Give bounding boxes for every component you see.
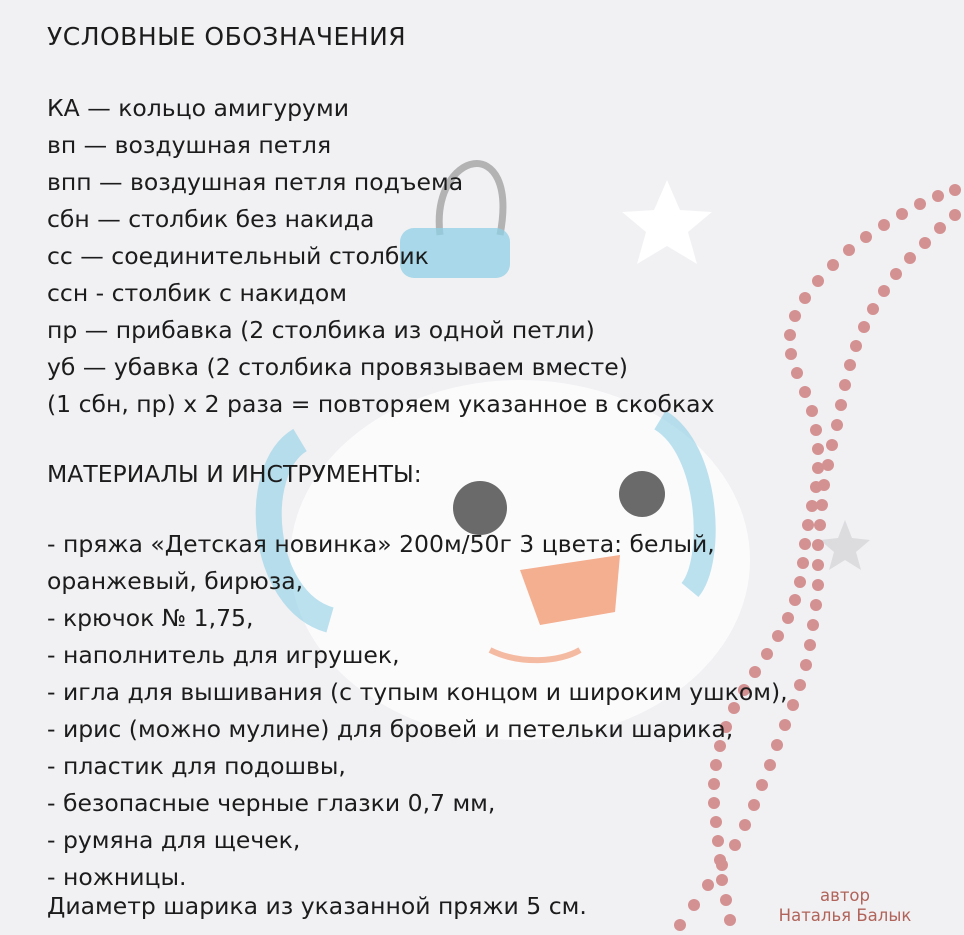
materials-item: - игла для вышивания (с тупым концом и широким ушком), <box>47 678 788 706</box>
legend-item: ссн - столбик с накидом <box>47 279 348 307</box>
author-credit <box>760 886 930 926</box>
materials-item: оранжевый, бирюза, <box>47 567 304 595</box>
legend-title: УСЛОВНЫЕ ОБОЗНАЧЕНИЯ <box>47 22 407 51</box>
legend-item: сбн — столбик без накида <box>47 205 375 233</box>
legend-item: уб — убавка (2 столбика провязываем вместе) <box>47 353 628 381</box>
legend-item: сс — соединительный столбик <box>47 242 429 270</box>
materials-item: - наполнитель для игрушек, <box>47 641 400 669</box>
legend-item: вп — воздушная петля <box>47 131 332 159</box>
materials-item: - пластик для подошвы, <box>47 752 346 780</box>
materials-item: - крючок № 1,75, <box>47 604 254 632</box>
diameter-note: Диаметр шарика из указанной пряжи 5 см. <box>47 892 587 920</box>
author-name: Наталья Балык <box>778 906 912 925</box>
materials-item: - пряжа «Детская новинка» 200м/50г 3 цвета: белый, <box>47 530 715 558</box>
materials-item: - румяна для щечек, <box>47 826 301 854</box>
materials-item: - ирис (можно мулине) для бровей и петельки шарика, <box>47 715 734 743</box>
legend-item: впп — воздушная петля подъема <box>47 168 464 196</box>
materials-item: - безопасные черные глазки 0,7 мм, <box>47 789 496 817</box>
legend-item: КА — кольцо амигуруми <box>47 94 349 122</box>
materials-title: МАТЕРИАЛЫ И ИНСТРУМЕНТЫ: <box>47 460 422 488</box>
legend-item: пр — прибавка (2 столбика из одной петли) <box>47 316 595 344</box>
legend-item: (1 сбн, пр) х 2 раза = повторяем указанное в скобках <box>47 390 715 418</box>
materials-item: - ножницы. <box>47 863 187 891</box>
author-label: автор <box>819 886 870 905</box>
